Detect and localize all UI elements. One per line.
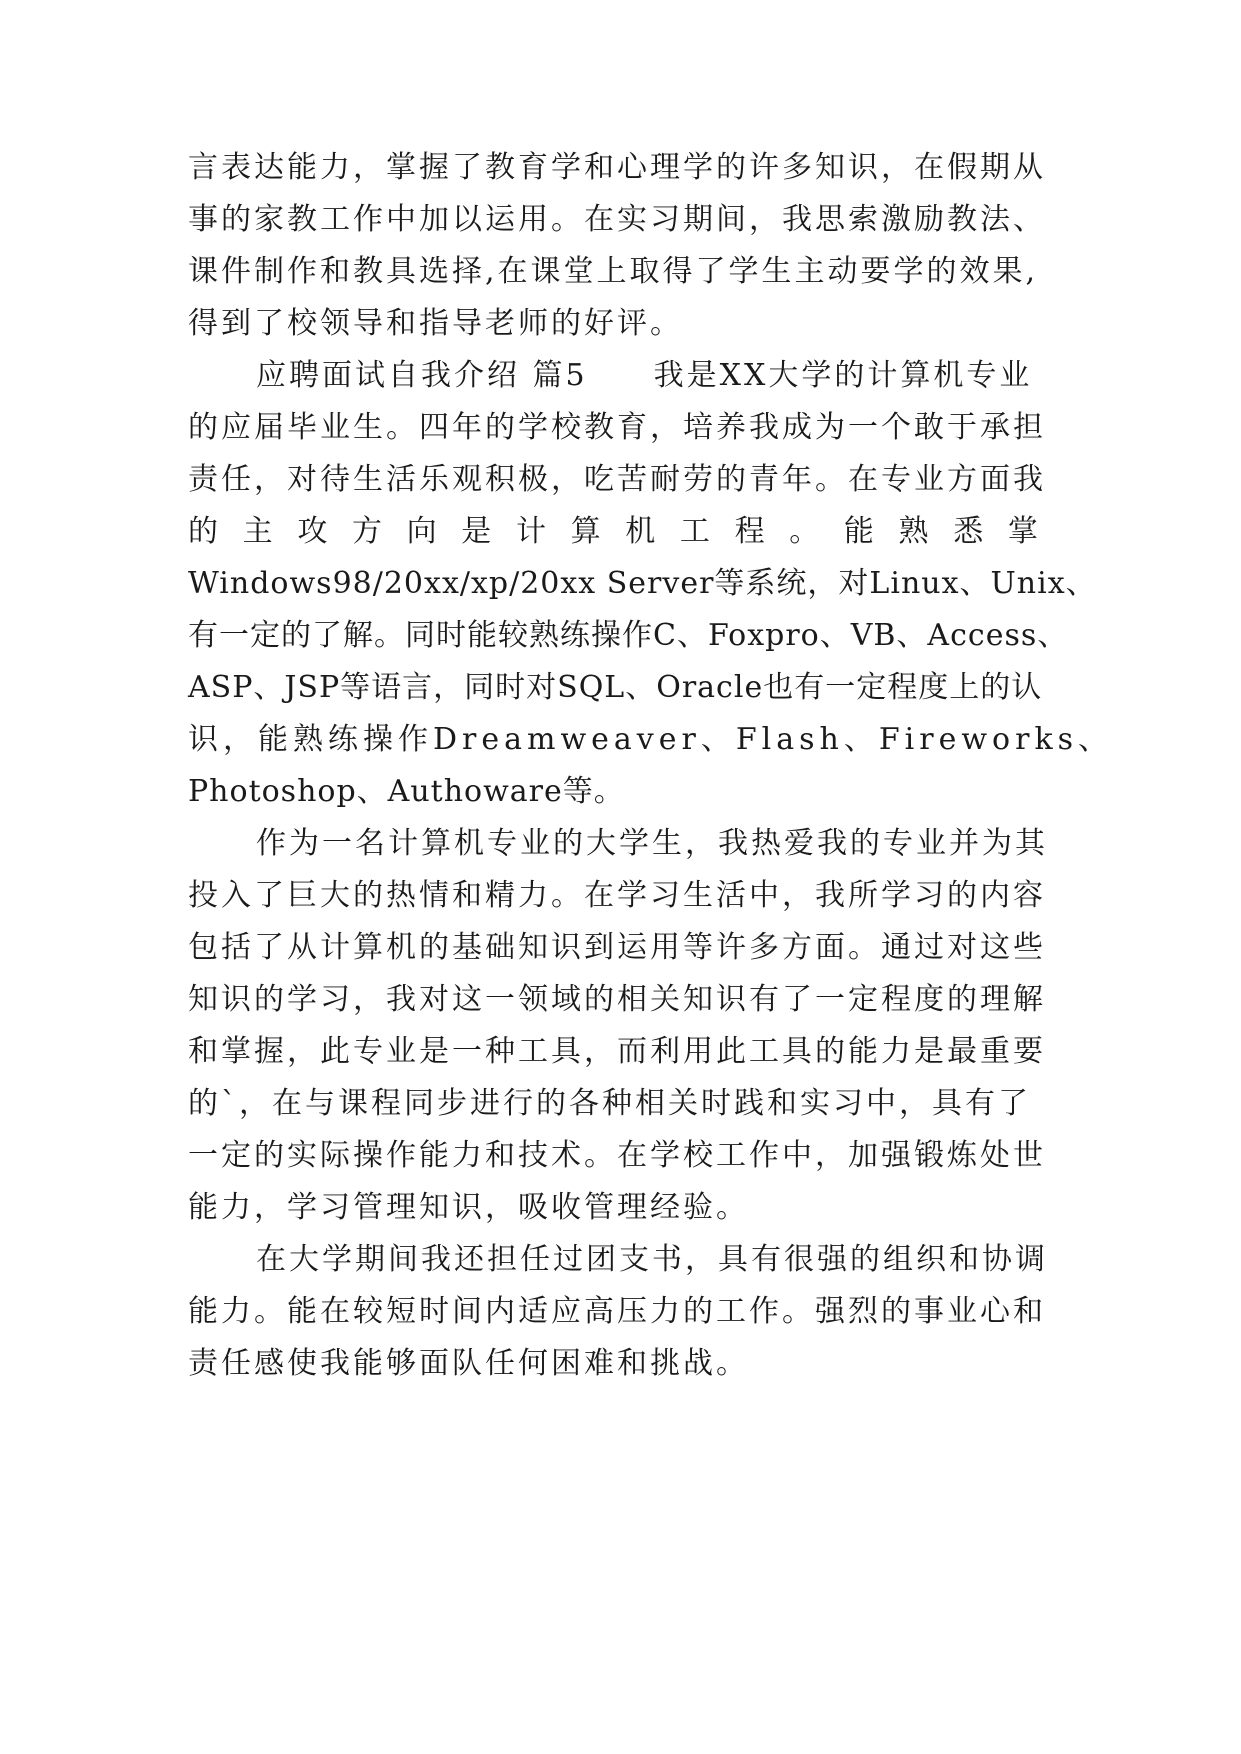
section-heading-line: 应聘面试自我介绍 篇5 我是XX大学的计算机专业: [256, 358, 1033, 393]
text-line: 的`，在与课程同步进行的各种相关时践和实习中，具有了: [188, 1086, 1031, 1121]
text-line: 和掌握，此专业是一种工具，而利用此工具的能力是最重要: [188, 1034, 1046, 1069]
text-char: 攻: [297, 514, 328, 549]
text-line-justified: [188, 512, 1038, 552]
text-char: 是: [461, 514, 492, 549]
text-line: 一定的实际操作能力和技术。在学校工作中，加强锻炼处世: [188, 1138, 1046, 1173]
text-line: 有一定的了解。同时能较熟练操作C、Foxpro、VB、Access、: [188, 618, 1069, 653]
text-line: 课件制作和教具选择,在课堂上取得了学生主动要学的效果,: [188, 254, 1039, 289]
text-line: ASP、JSP等语言，同时对SQL、Oracle也有一定程度上的认: [188, 670, 1043, 705]
text-char: 。: [789, 514, 820, 549]
text-line: 包括了从计算机的基础知识到运用等许多方面。通过对这些: [188, 930, 1046, 965]
text-line: Windows98/20xx/xp/20xx Server等系统，对Linux、Unix、: [188, 566, 1097, 601]
text-char: 向: [406, 514, 437, 549]
text-line: 责任感使我能够面队任何困难和挑战。: [188, 1346, 749, 1381]
text-line: 能力，学习管理知识，吸收管理经验。: [188, 1190, 749, 1225]
text-line: 得到了校领导和指导老师的好评。: [188, 306, 683, 341]
text-line: 责任，对待生活乐观积极，吃苦耐劳的青年。在专业方面我: [188, 462, 1046, 497]
text-char: 算: [570, 514, 601, 549]
text-line: 在大学期间我还担任过团支书，具有很强的组织和协调: [256, 1242, 1048, 1277]
text-char: 悉: [953, 514, 984, 549]
text-line: 言表达能力，掌握了教育学和心理学的许多知识，在假期从: [188, 150, 1046, 185]
text-line: Photoshop、Authoware等。: [188, 774, 625, 809]
text-char: 机: [625, 514, 656, 549]
text-line: 识，能熟练操作Dreamweaver、Flash、Fireworks、: [188, 722, 1114, 757]
text-char: 能: [843, 514, 874, 549]
text-char: 主: [242, 514, 273, 549]
text-line: 知识的学习，我对这一领域的相关知识有了一定程度的理解: [188, 982, 1046, 1017]
text-line: 能力。能在较短时间内适应高压力的工作。强烈的事业心和: [188, 1294, 1046, 1329]
text-line: 事的家教工作中加以运用。在实习期间，我思索激励教法、: [188, 202, 1046, 237]
text-char: 掌: [1007, 514, 1038, 549]
text-char: 方: [351, 514, 382, 549]
text-line: 的应届毕业生。四年的学校教育，培养我成为一个敢于承担: [188, 410, 1046, 445]
text-char: 的: [188, 514, 218, 549]
text-char: 工: [679, 514, 710, 549]
text-line: 投入了巨大的热情和精力。在学习生活中，我所学习的内容: [188, 878, 1046, 913]
text-char: 计: [515, 514, 546, 549]
text-char: 熟: [898, 514, 929, 549]
text-char: 程: [734, 514, 765, 549]
text-line: 作为一名计算机专业的大学生，我热爱我的专业并为其: [256, 826, 1048, 861]
